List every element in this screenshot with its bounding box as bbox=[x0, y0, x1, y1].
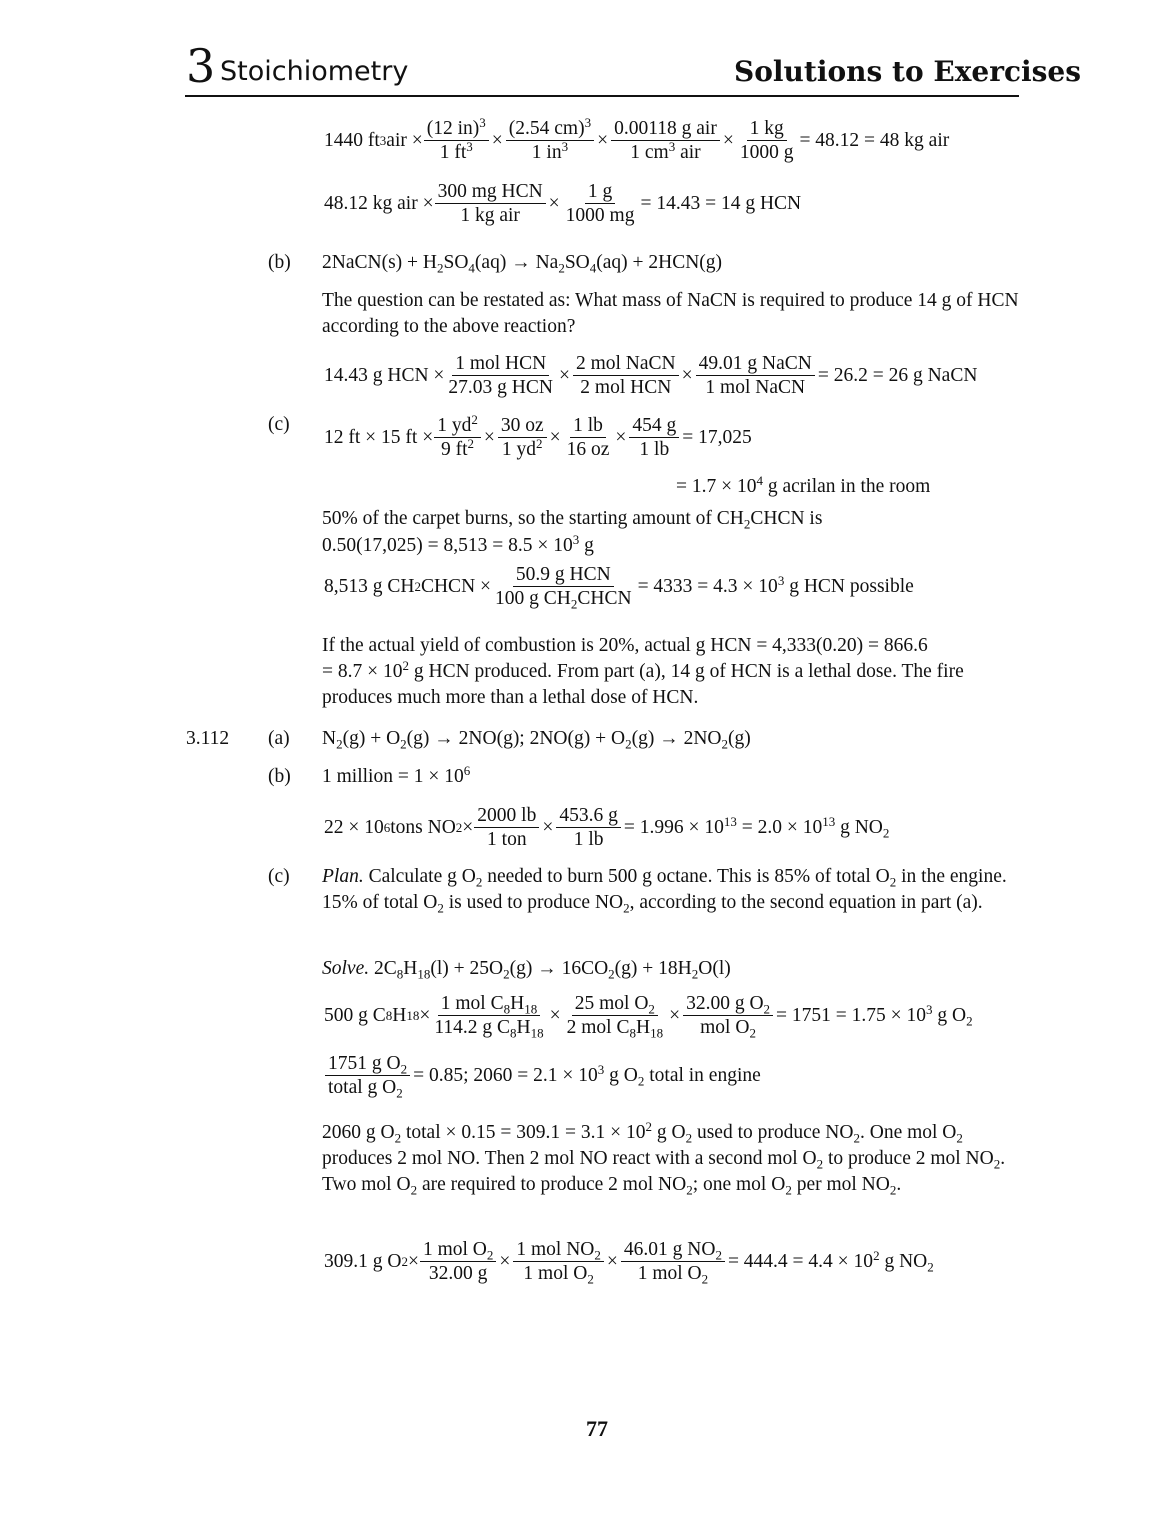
equation-no2-mass: 22 × 10 6 tons NO 2 × 2000 lb 1 ton × $\frac{453.6 g}{1 lb}$ = $1.996 \times 10^{13} = 2.0 \times 10^{13}$ g $NO_2$ bbox=[324, 805, 890, 850]
solve-reaction: Solve. $2C_8H_{18}(l) + 25O_2(g) \to 16CO_2(g) + 18H_2O(l)$ bbox=[322, 958, 731, 982]
equation-hcn-mass: 48.12 kg air × 300 mg HCN 1 kg air × $\frac{1 g}{1000 mg}$ = 14.43 = 14 g HCN bbox=[324, 181, 802, 226]
page-number: 77 bbox=[586, 1416, 608, 1441]
equation-nacn-mass: 14.43 g HCN × 1 mol HCN 27.03 g HCN × 2 mol NaCN 2 mol HCN × 49.01 g NaCN 1 mol NaCN = 26.2 = 26 g NaCN bbox=[324, 353, 978, 398]
part-a-label: (a) bbox=[268, 728, 290, 749]
chapter-number: 3 bbox=[186, 39, 216, 93]
part-c-label: (c) bbox=[268, 414, 290, 435]
reaction-nacn: 2NaCN(s) + $H_2SO_4(aq) \to Na_2SO_4(aq) + 2HCN(g)$ bbox=[322, 252, 723, 276]
equation-air-mass: 1440 ft 3 air × $\frac{(12 in)^3}{1 ft^3}$ × $\frac{(2.54 cm)^3}{1 in^3}$ × 0.00118 g air 1 $cm^3$ air × $\frac{1 kg}{1000 g}$ = 48.12 = 48 kg air bbox=[324, 114, 950, 163]
running-header: Solutions to Exercises bbox=[734, 55, 1081, 88]
equation-no2-final: 309.1 g O 2 × 1 mol $O_2$ 32.00 g × 1 mol $NO_2$ 1 mol $O_2$ × 46.01 g $NO_2$ 1 mol $O_2$ = $444.4 = 4.4 \times 10^2$ g $NO_2$ bbox=[324, 1239, 934, 1287]
equation-hcn-possible: 8,513 g CH 2 CHCN × 50.9 g HCN 100 g $CH_2CHCN$ = $4333 = 4.3 \times 10^3$ g HCN possible bbox=[324, 564, 914, 612]
part-b2-label: (b) bbox=[268, 766, 291, 787]
equation-acrilan-mass: 12 ft × 15 ft × $\frac{1 yd^2}{9 ft^2}$ × $\frac{30 oz}{1 yd^2}$ × $\frac{1 lb}{16 oz}$ × $\frac{454 g}{1 lb}$ = 17,025 bbox=[324, 411, 752, 460]
chapter-title: Stoichiometry bbox=[220, 56, 409, 87]
part-b-text: The question can be restated as: What mass of NaCN is required to produce 14 g of HCN according to the above reaction? bbox=[322, 290, 1019, 337]
part-c2-label: (c) bbox=[268, 866, 290, 887]
carpet-burn-text: 50% of the carpet burns, so the starting amount of $CH_2CHCN$ is bbox=[322, 508, 823, 532]
carpet-burn-calc: $0.50(17,025) = 8,513 = 8.5 \times 10^3$ g bbox=[322, 531, 594, 556]
o2-usage-text: 2060 g $O_2$ total × $0.15 = 309.1 = 3.1 \times 10^2$ g $O_2$ used to produce $NO_2$. One mol $O_2$ produces 2 mol NO. Then 2 mol NO react with a second mol $O_2$ to produce 2 mol $NO_2$. Two mol $O_2$ are required to produce 2 mol $NO_2$; one mol $O_2$ per mol $NO_2$. bbox=[322, 1118, 1006, 1198]
plan-text: Plan. Calculate g $O_2$ needed to burn 500 g octane. This is 85% of total $O_2$ in the engine. 15% of total $O_2$ is used to produce $NO_2$, according to the second equation in part (a). bbox=[322, 866, 1007, 916]
equation-total-o2: 1751 g $O_2$ total g $O_2$ = 0.85; $2060 = 2.1 \times 10^3$ g $O_2$ total in engine bbox=[324, 1052, 763, 1099]
header-rule bbox=[185, 95, 1019, 97]
acrilan-total: = $1.7 \times 10^4$ g acrilan in the room bbox=[676, 472, 931, 497]
problem-number: 3.112 bbox=[186, 728, 230, 749]
reaction-no2: $N_2(g) + O_2(g) \to 2NO(g)$; $2NO(g) + O_2(g) \to 2NO_2(g)$ bbox=[322, 728, 751, 752]
part-b-label: (b) bbox=[268, 252, 291, 273]
yield-text: If the actual yield of combustion is 20%, actual g HCN = 4,333(0.20) = 866.6 = $8.7 \times 10^2$ g HCN produced. From part (a), 14 g of HCN is a lethal dose. The fire produces much more than a lethal dose of HCN. bbox=[322, 635, 964, 708]
equation-o2-needed: 500 g C 8 H 18 × 1 mol $C_8H_{18}$ 114.2 g $C_8H_{18}$ × 25 mol $O_2$ 2 mol $C_8H_{18}$ × 32.00 g $O_2$ mol $O_2$ = $1751 = 1.75 \times 10^3$ g $O_2$ bbox=[324, 993, 973, 1041]
million-text: 1 million = $1 \times 10^6$ bbox=[322, 762, 471, 787]
